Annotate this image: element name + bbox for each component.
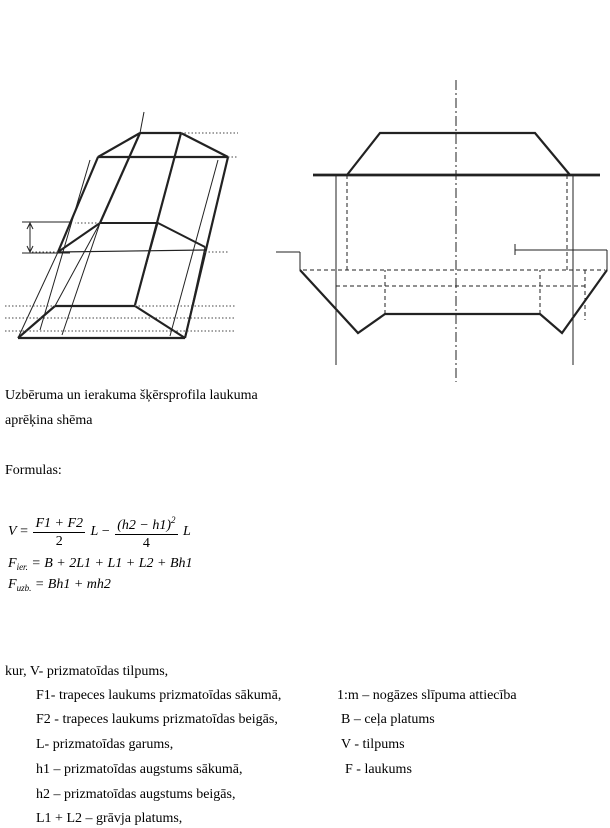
formula-f-ier-lhs: F — [8, 556, 17, 571]
formula-v-frac2-den: 4 — [142, 536, 150, 551]
formula-v-l1: L — [90, 524, 99, 540]
formula-f-ier-sub: ier. — [16, 562, 28, 572]
legend-left-4: h1 – prizmatoīdas augstums sākumā, — [36, 762, 243, 777]
formula-v-lhs: V — [8, 524, 17, 540]
caption-line-2: aprēķina shēma — [5, 413, 93, 428]
legend-left-3: L- prizmatoīdas garums, — [36, 737, 174, 752]
formula-v-fraction-1 — [33, 515, 85, 550]
formula-volume: V = $\frac{F1 + F2}{2}$ L − $\frac{(h2 - h1)^2}{4}$ L — [8, 512, 191, 552]
cross-section-diagram — [0, 60, 610, 390]
dotted-reference-lines — [5, 133, 238, 331]
formulas-heading: Formulas: — [5, 463, 62, 478]
formula-v-l2: L — [183, 524, 191, 540]
formula-v-minus: − — [101, 524, 110, 540]
legend-left-2: F2 - trapeces laukums prizmatoīdas beigās, — [36, 712, 278, 727]
formula-v-frac2-num-text: (h2 − h1) — [117, 518, 172, 533]
cross-section-profile — [276, 80, 607, 382]
formula-v-frac2-num: $(h2 - h1)^2$ — [115, 512, 177, 535]
legend-left-0: kur, V- prizmatoīdas tilpums, — [5, 664, 169, 679]
formula-f-ier — [8, 556, 193, 572]
formula-v-frac1-den: 2 — [55, 533, 63, 549]
legend-right-2: V - tilpums — [341, 737, 405, 752]
formula-v-fraction-2 — [115, 512, 177, 552]
legend-right-3: F - laukums — [345, 762, 412, 777]
legend-left-5: h2 – prizmatoīdas augstums beigās, — [36, 787, 236, 802]
formula-f-uzb-lhs: F — [8, 577, 17, 592]
formula-f-uzb-rhs: = Bh1 + mh2 — [34, 577, 111, 592]
formula-f-uzb — [8, 577, 111, 593]
legend-left-6: L1 + L2 – grāvja platums, — [36, 811, 183, 826]
legend-left-1: F1- trapeces laukums prizmatoīdas sākumā, — [36, 688, 282, 703]
formula-f-uzb-sub: uzb. — [16, 583, 32, 593]
legend-right-1: B – ceļa platums — [341, 712, 435, 727]
formula-f-ier-rhs: = B + 2L1 + L1 + L2 + Bh1 — [31, 556, 193, 571]
formula-v-frac1-num: F1 + F2 — [35, 515, 84, 531]
caption-line-1: Uzbēruma un ierakuma šķērsprofila laukuma — [5, 388, 258, 403]
legend-right-0: 1:m – nogāzes slīpuma attiecība — [337, 688, 517, 703]
prismatoid-figure — [18, 112, 228, 338]
